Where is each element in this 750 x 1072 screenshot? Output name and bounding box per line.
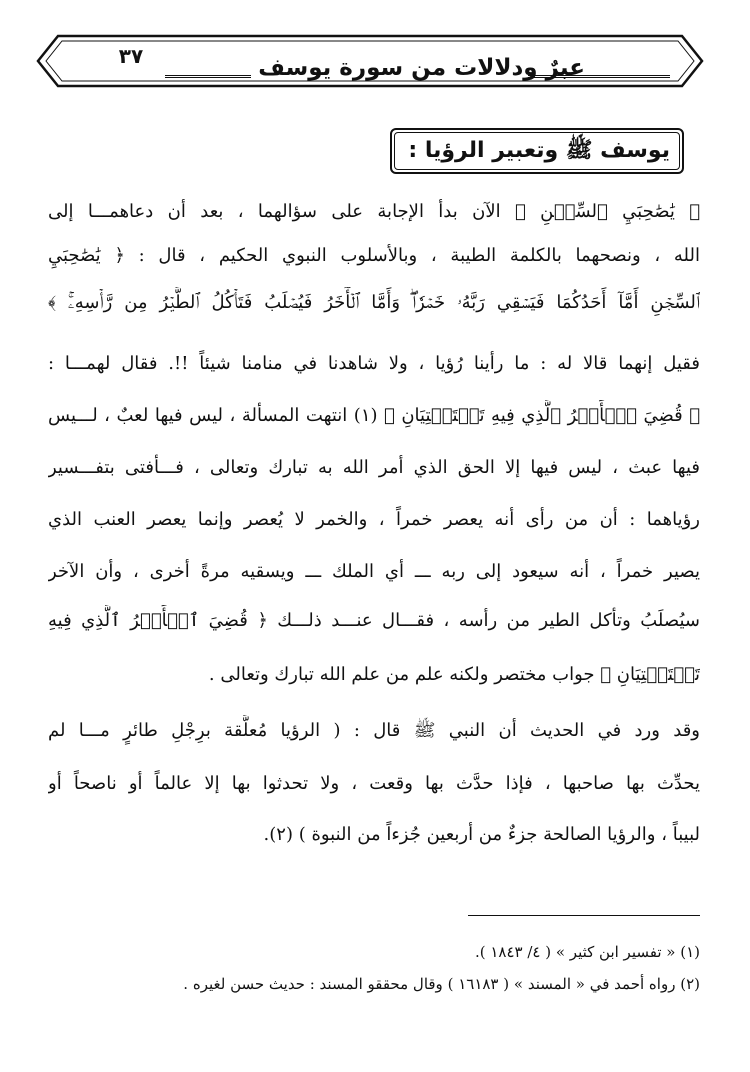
body-line: رؤياهما : أن من رأى أنه يعصر خمراً ، والخمر لا يُعصر وإنما يعصر العنب الذي	[48, 509, 700, 530]
body-line: تَسۡتَفۡتِيَانِ ﴾ جواب مختصر ولكنه علم من علم الله تبارك وتعالى .	[208, 664, 700, 685]
body-line: وقد ورد في الحديث أن النبي ﷺ قال : ( الرؤيا مُعلَّقة برِجْلِ طائرٍ مـــا لم	[48, 720, 700, 741]
running-header-title: عبرٌ ودلالات من سورة يوسف	[258, 55, 585, 81]
section-heading-box	[390, 128, 684, 174]
section-heading-title: يوسف ﷺ وتعبير الرؤيا :	[408, 138, 670, 163]
footnote-1: (١) « تفسير ابن كثير » ( ٤/ ١٨٤٣ ).	[474, 943, 700, 961]
body-line: لبيباً ، والرؤيا الصالحة جزءٌ من أربعين جُزءاً من النبوة ) (٢).	[263, 824, 700, 845]
body-line: سيُصلَبُ وتأكل الطير من رأسه ، فقـــال عنـــد ذلـــك ﴿ قُضِيَ ٱلۡأَمۡرُ ٱلَّذِي فِيهِ	[48, 610, 700, 631]
header-rule-left	[165, 75, 251, 78]
page-number: ٣٧	[118, 44, 144, 68]
body-line: ﴿ يَٰصَٰحِبَيِ ٱلسِّجۡنِ ﴾ الآن بدأ الإجابة على سؤالهما ، بعد أن دعاهمـــا إلى	[48, 201, 700, 222]
body-line: يحدِّث بها صاحبها ، فإذا حدَّث بها وقعت ، ولا تحدثوا بها إلا عالماً أو ناصحاً أو	[48, 773, 700, 794]
body-line: فيها عبث ، ليس فيها إلا الحق الذي أمر الله به تبارك وتعالى ، فـــأفتى بتفـــسير	[48, 457, 700, 478]
body-line: ٱلسِّجۡنِ أَمَّآ أَحَدُكُمَا فَيَسۡقِي رَبَّهُۥ خَمۡرٗاۖ وَأَمَّا ٱلۡأٓخَرُ فَيُصۡلَبُ فَتَأۡكُلُ ٱلطَّيۡرُ مِن رَّأۡسِهِۦۚ ﴾	[48, 292, 700, 313]
body-line: ﴿ قُضِيَ ٱلۡأَمۡرُ ٱلَّذِي فِيهِ تَسۡتَفۡتِيَانِ ﴾ (١) انتهت المسألة ، ليس فيها لعبٌ ، لـــيس	[48, 405, 700, 426]
body-line: يصير خمراً ، أنه سيعود إلى ربه ـــ أي الملك ـــ ويسقيه مرةً أخرى ، وأن الآخر	[48, 561, 700, 582]
footnote-2: (٢) رواه أحمد في « المسند » ( ١٦١٨٣ ) وقال محققو المسند : حديث حسن لغيره .	[183, 975, 700, 993]
body-line: فقيل إنهما قالا له : ما رأينا رُؤيا ، ولا شاهدنا في منامنا شيئاً !!. فقال لهمـــا :	[48, 353, 700, 374]
footnote-separator	[468, 915, 700, 916]
body-line: الله ، ونصحهما بالكلمة الطيبة ، وبالأسلوب النبوي الحكيم ، قال : ﴿ يَٰصَٰحِبَيِ	[48, 245, 700, 266]
